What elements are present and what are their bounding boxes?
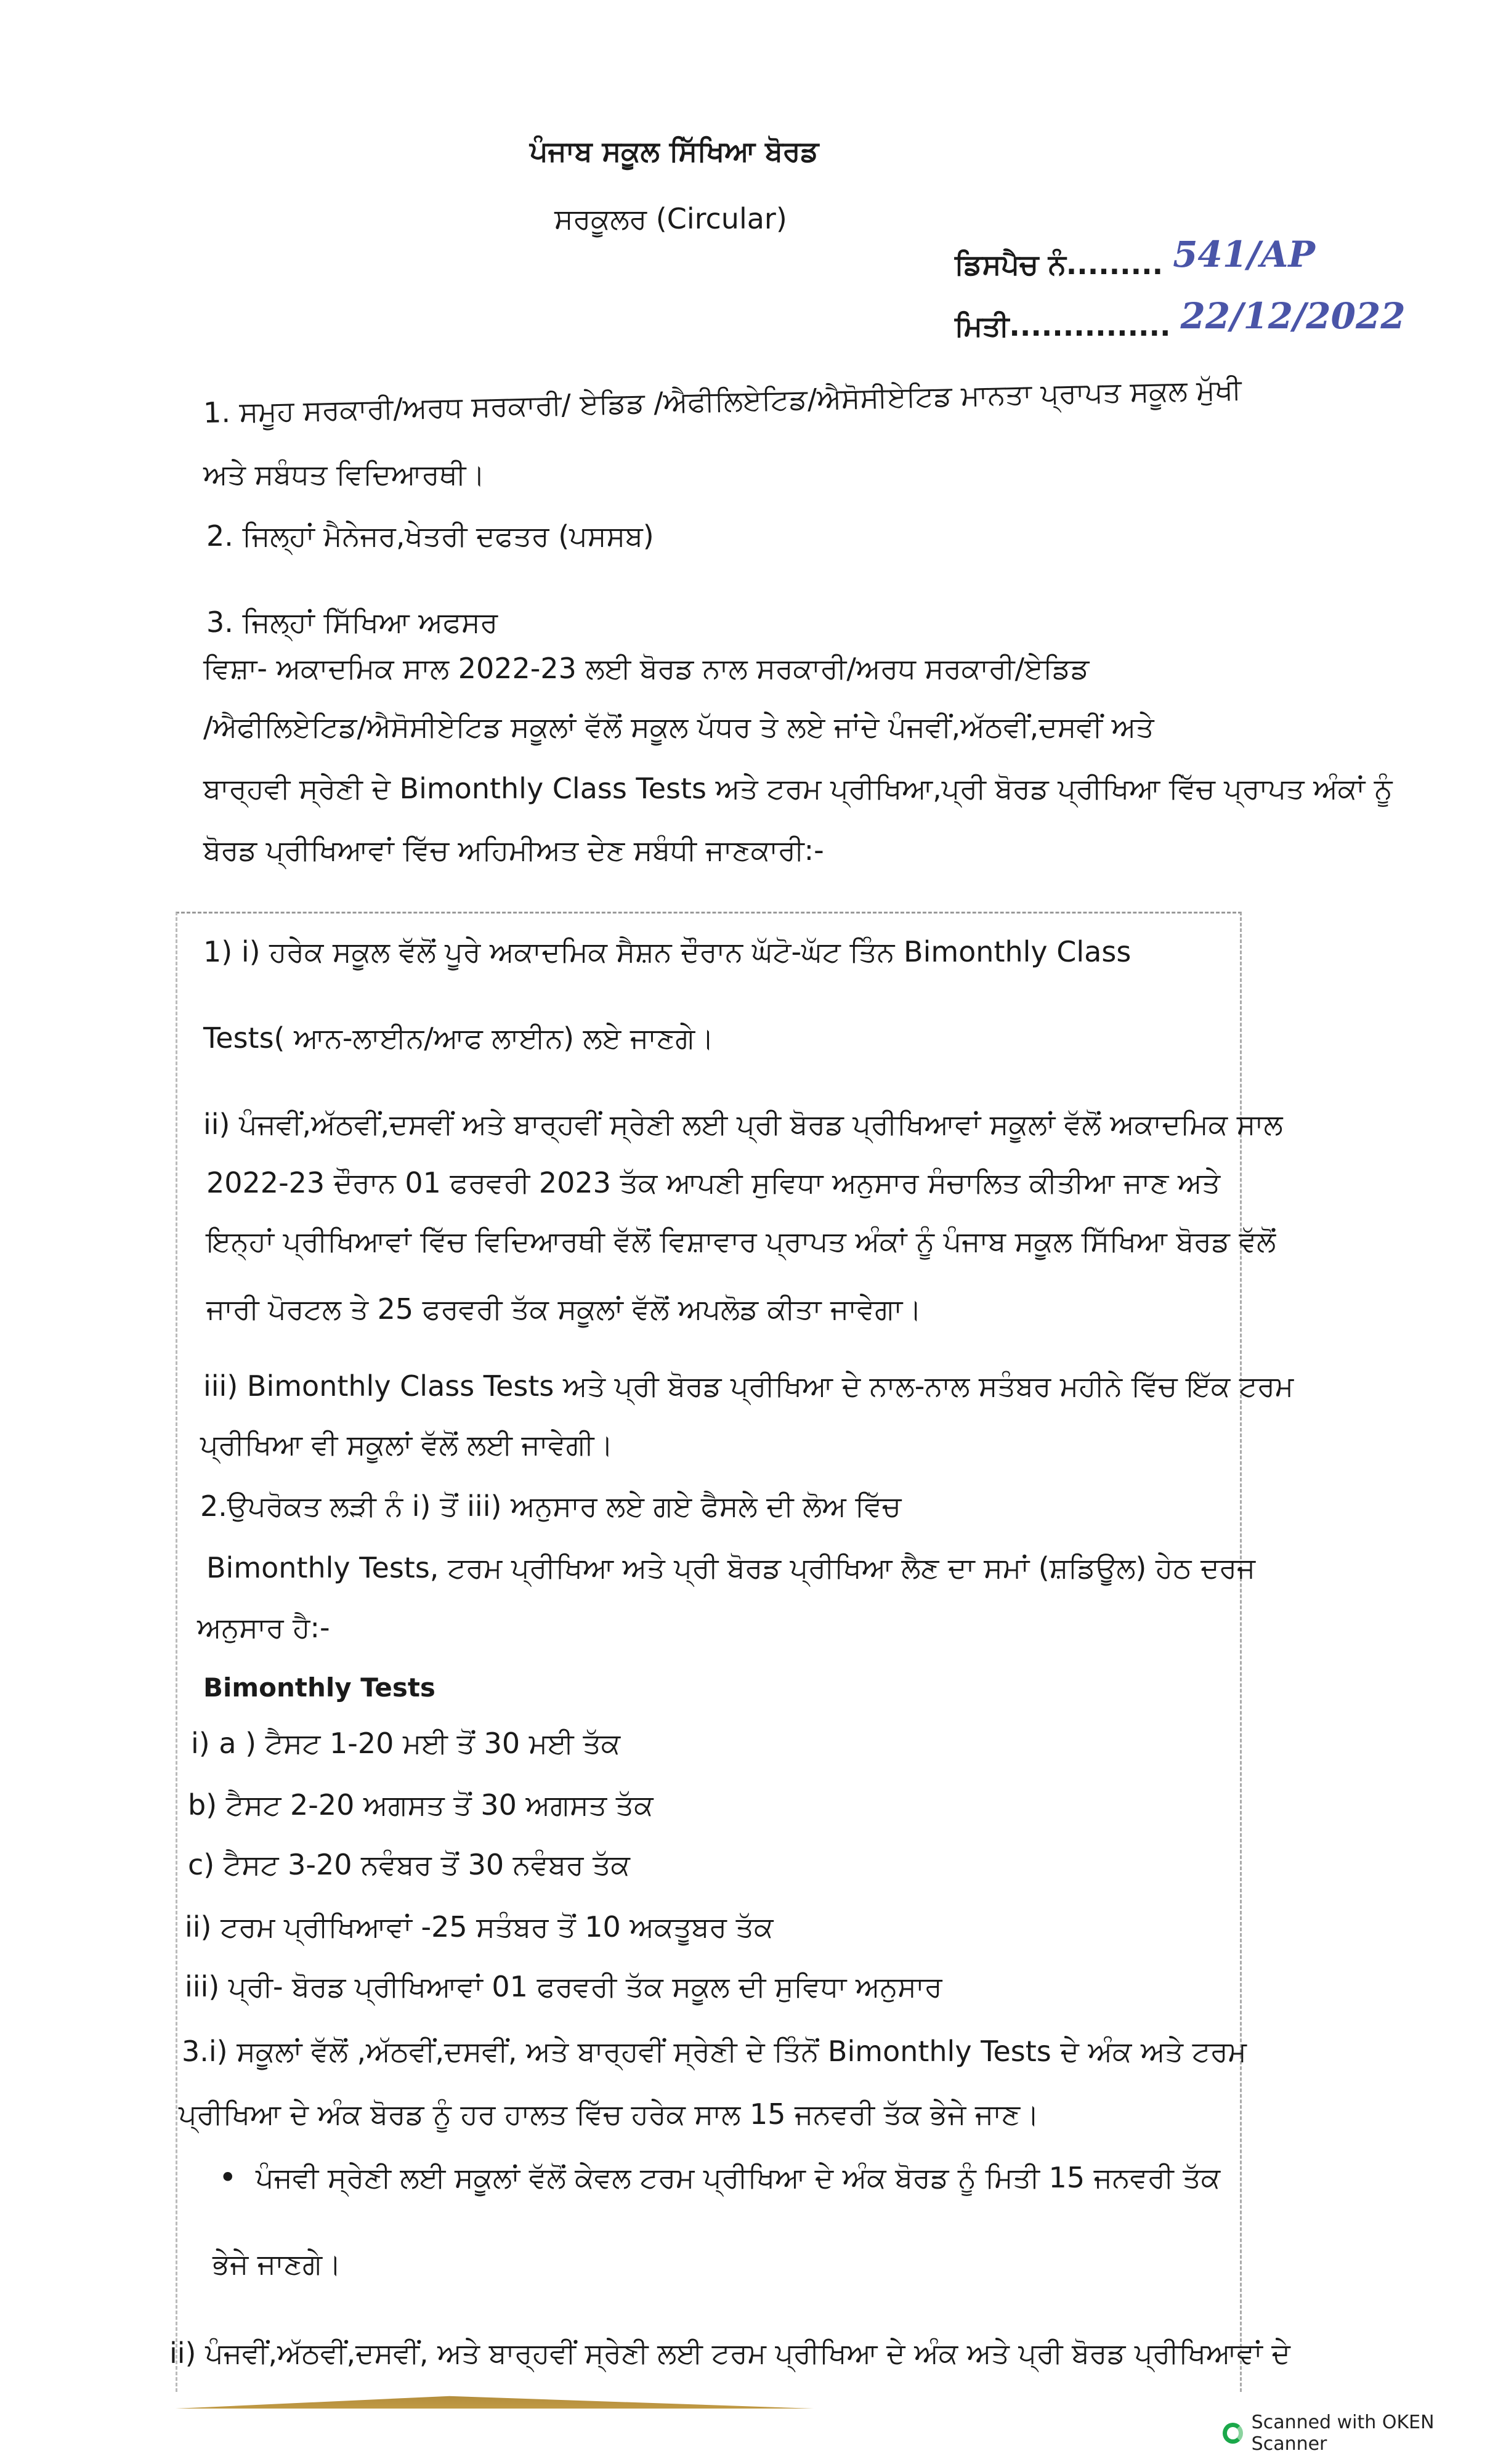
p3-line-2: ਪ੍ਰੀਖਿਆ ਵੀ ਸਕੂਲਾਂ ਵੱਲੋਂ ਲਈ ਜਾਵੇਗੀ।: [200, 1428, 613, 1461]
subject-line-1: ਵਿਸ਼ਾ- ਅਕਾਦਮਿਕ ਸਾਲ 2022-23 ਲਈ ਬੋਰਡ ਨਾਲ ਸਰਕਾਰੀ/ਅਰਧ ਸਰਕਾਰੀ/ਏਡਿਡ: [203, 652, 1090, 685]
schedule-item: c) ਟੈਸਟ 3-20 ਨਵੰਬਰ ਤੋਂ 30 ਨਵੰਬਰ ਤੱਕ: [188, 1848, 630, 1881]
schedule-item: i) a ) ਟੈਸਟ 1-20 ਮਈ ਤੋਂ 30 ਮਈ ਤੱਕ: [191, 1727, 621, 1760]
addressee-3: 3. ਜਿਲ੍ਹਾਂ ਸਿੱਖਿਆ ਅਫਸਰ: [206, 606, 498, 639]
date: [955, 295, 1406, 344]
p2-line-1: ii) ਪੰਜਵੀਂ,ਅੱਠਵੀਂ,ਦਸਵੀਂ ਅਤੇ ਬਾਰ੍ਹਵੀਂ ਸ੍ਰੇਣੀ ਲਈ ਪ੍ਰੀ ਬੋਰਡ ਪ੍ਰੀਖਿਆਵਾਂ ਸਕੂਲਾਂ ਵੱਲੋਂ ਅਕਾਦਮਿਕ ਸਾਲ: [203, 1108, 1283, 1141]
addressee-2: 2. ਜਿਲ੍ਹਾਂ ਮੈਨੇਜਰ,ਖੇਤਰੀ ਦਫਤਰ (ਪਸਸਬ): [206, 519, 654, 553]
scanner-watermark: [1223, 2412, 1498, 2455]
p2-line-3: ਇਨ੍ਹਾਂ ਪ੍ਰੀਖਿਆਵਾਂ ਵਿੱਚ ਵਿਦਿਆਰਥੀ ਵੱਲੋਂ ਵਿਸ਼ਾਵਾਰ ਪ੍ਰਾਪਤ ਅੰਕਾਂ ਨੂੰ ਪੰਜਾਬ ਸਕੂਲ ਸਿੱਖਿਆ ਬੋਰਡ ਵੱਲੋਂ: [206, 1225, 1276, 1258]
p5-line-1: 3.i) ਸਕੂਲਾਂ ਵੱਲੋਂ ,ਅੱਠਵੀਂ,ਦਸਵੀਂ, ਅਤੇ ਬਾਰ੍ਹਵੀਂ ਸ੍ਰੇਣੀ ਦੇ ਤਿੰਨੋਂ Bimonthly Tests ਦੇ ਅੰਕ ਅਤੇ ਟਰਮ: [182, 2035, 1247, 2068]
p4-line-2: Bimonthly Tests, ਟਰਮ ਪ੍ਰੀਖਿਆ ਅਤੇ ਪ੍ਰੀ ਬੋਰਡ ਪ੍ਰੀਖਿਆ ਲੈਣ ਦਾ ਸਮਾਂ (ਸ਼ਡਿਊਲ) ਹੇਠ ਦਰਜ: [206, 1551, 1256, 1584]
oken-logo-icon: [1223, 2423, 1243, 2444]
board-name: ਪੰਜਾਬ ਸਕੂਲ ਸਿੱਖਿਆ ਬੋਰਡ: [530, 134, 819, 168]
dispatch-value: 541/AP: [1173, 233, 1315, 275]
dispatch-label: ਡਿਸਪੈਚ ਨੰ.........: [955, 248, 1164, 281]
subject-line-2: /ਐਫੀਲਿਏਟਿਡ/ਐਸੋਸੀਏਟਿਡ ਸਕੂਲਾਂ ਵੱਲੋਂ ਸਕੂਲ ਪੱਧਰ ਤੇ ਲਏ ਜਾਂਦੇ ਪੰਜਵੀਂ,ਅੱਠਵੀਂ,ਦਸਵੀਂ ਅਤੇ: [203, 710, 1154, 744]
p5-line-2: ਪ੍ਰੀਖਿਆ ਦੇ ਅੰਕ ਬੋਰਡ ਨੂੰ ਹਰ ਹਾਲਤ ਵਿੱਚ ਹਰੇਕ ਸਾਲ 15 ਜਨਵਰੀ ਤੱਕ ਭੇਜੇ ਜਾਣ।: [179, 2097, 1040, 2131]
bullet-line-2: ਭੇਜੇ ਜਾਣਗੇ।: [213, 2247, 342, 2280]
schedule-item: iii) ਪ੍ਰੀ- ਬੋਰਡ ਪ੍ਰੀਖਿਆਵਾਂ 01 ਫਰਵਰੀ ਤੱਕ ਸਕੂਲ ਦੀ ਸੁਵਿਧਾ ਅਨੁਸਾਰ: [185, 1970, 942, 2003]
p3-line-1: iii) Bimonthly Class Tests ਅਤੇ ਪ੍ਰੀ ਬੋਰਡ ਪ੍ਰੀਖਿਆ ਦੇ ਨਾਲ-ਨਾਲ ਸਤੰਬਰ ਮਹੀਨੇ ਵਿੱਚ ਇੱਕ ਟਰਮ: [203, 1369, 1294, 1403]
scanner-text: Scanned with OKEN Scanner: [1251, 2412, 1435, 2455]
circular-title: ਸਰਕੂਲਰ (Circular): [554, 202, 787, 235]
p1-line-1: 1) i) ਹਰੇਕ ਸਕੂਲ ਵੱਲੋਂ ਪੂਰੇ ਅਕਾਦਮਿਕ ਸੈਸ਼ਨ ਦੌਰਾਨ ਘੱਟੋ-ਘੱਟ ਤਿੰਨ Bimonthly Class: [203, 935, 1132, 968]
schedule-item: b) ਟੈਸਟ 2-20 ਅਗਸਤ ਤੋਂ 30 ਅਗਸਤ ਤੱਕ: [188, 1788, 654, 1822]
p1-line-2: Tests( ਆਨ-ਲਾਈਨ/ਆਫ ਲਾਈਨ) ਲਏ ਜਾਣਗੇ।: [203, 1021, 715, 1055]
dispatch-number: [955, 233, 1315, 283]
p2-line-4: ਜਾਰੀ ਪੋਰਟਲ ਤੇ 25 ਫਰਵਰੀ ਤੱਕ ਸਕੂਲਾਂ ਵੱਲੋਂ ਅਪਲੋਡ ਕੀਤਾ ਜਾਵੇਗਾ।: [206, 1292, 922, 1326]
p4-line-3: ਅਨੁਸਾਰ ਹੈ:-: [197, 1611, 330, 1644]
date-value: 22/12/2022: [1180, 295, 1406, 337]
p6-line: ii) ਪੰਜਵੀਂ,ਅੱਠਵੀਂ,ਦਸਵੀਂ, ਅਤੇ ਬਾਰ੍ਹਵੀਂ ਸ੍ਰੇਣੀ ਲਈ ਟਰਮ ਪ੍ਰੀਖਿਆ ਦੇ ਅੰਕ ਅਤੇ ਪ੍ਰੀ ਬੋਰਡ ਪ੍ਰੀਖਿਆਵਾਂ ਦੇ: [169, 2336, 1290, 2370]
bullet-dot: •: [219, 2160, 237, 2195]
schedule-item: ii) ਟਰਮ ਪ੍ਰੀਖਿਆਵਾਂ -25 ਸਤੰਬਰ ਤੋਂ 10 ਅਕਤੂਬਰ ਤੱਕ: [185, 1910, 774, 1943]
subject-line-3: ਬਾਰ੍ਹਵੀ ਸ੍ਰੇਣੀ ਦੇ Bimonthly Class Tests ਅਤੇ ਟਰਮ ਪ੍ਰੀਖਿਆ,ਪ੍ਰੀ ਬੋਰਡ ਪ੍ਰੀਖਿਆ ਵਿੱਚ ਪ੍ਰਾਪਤ ਅੰਕਾਂ ਨੂੰ: [203, 772, 1393, 805]
bullet-line-1: ਪੰਜਵੀ ਸ੍ਰੇਣੀ ਲਈ ਸਕੂਲਾਂ ਵੱਲੋਂ ਕੇਵਲ ਟਰਮ ਪ੍ਰੀਖਿਆ ਦੇ ਅੰਕ ਬੋਰਡ ਨੂੰ ਮਿਤੀ 15 ਜਨਵਰੀ ਤੱਕ: [256, 2161, 1221, 2194]
addressee-1-cont: ਅਤੇ ਸਬੰਧਤ ਵਿਦਿਆਰਥੀ।: [203, 458, 485, 491]
addressee-1: 1. ਸਮੂਹ ਸਰਕਾਰੀ/ਅਰਧ ਸਰਕਾਰੀ/ ਏਡਿਡ /ਐਫੀਲਿਏਟਿਡ/ਐਸੋਸੀਏਟਿਡ ਮਾਨਤਾ ਪ੍ਰਾਪਤ ਸਕੂਲ ਮੁੱਖੀ: [203, 372, 1242, 429]
schedule-heading: Bimonthly Tests: [203, 1672, 435, 1703]
date-label: ਮਿਤੀ...............: [955, 309, 1171, 342]
p2-line-2: 2022-23 ਦੌਰਾਨ 01 ਫਰਵਰੀ 2023 ਤੱਕ ਆਪਣੀ ਸੁਵਿਧਾ ਅਨੁਸਾਰ ਸੰਚਾਲਿਤ ਕੀਤੀਆ ਜਾਣ ਅਤੇ: [206, 1166, 1221, 1199]
subject-line-4: ਬੋਰਡ ਪ੍ਰੀਖਿਆਵਾਂ ਵਿੱਚ ਅਹਿਮੀਅਤ ਦੇਣ ਸਬੰਧੀ ਜਾਣਕਾਰੀ:-: [203, 833, 824, 867]
p4-line-1: 2.ਉਪਰੋਕਤ ਲੜੀ ਨੰ i) ਤੋਂ iii) ਅਨੁਸਾਰ ਲਏ ਗਏ ਫੈਸਲੇ ਦੀ ਲੋਅ ਵਿੱਚ: [200, 1489, 902, 1523]
